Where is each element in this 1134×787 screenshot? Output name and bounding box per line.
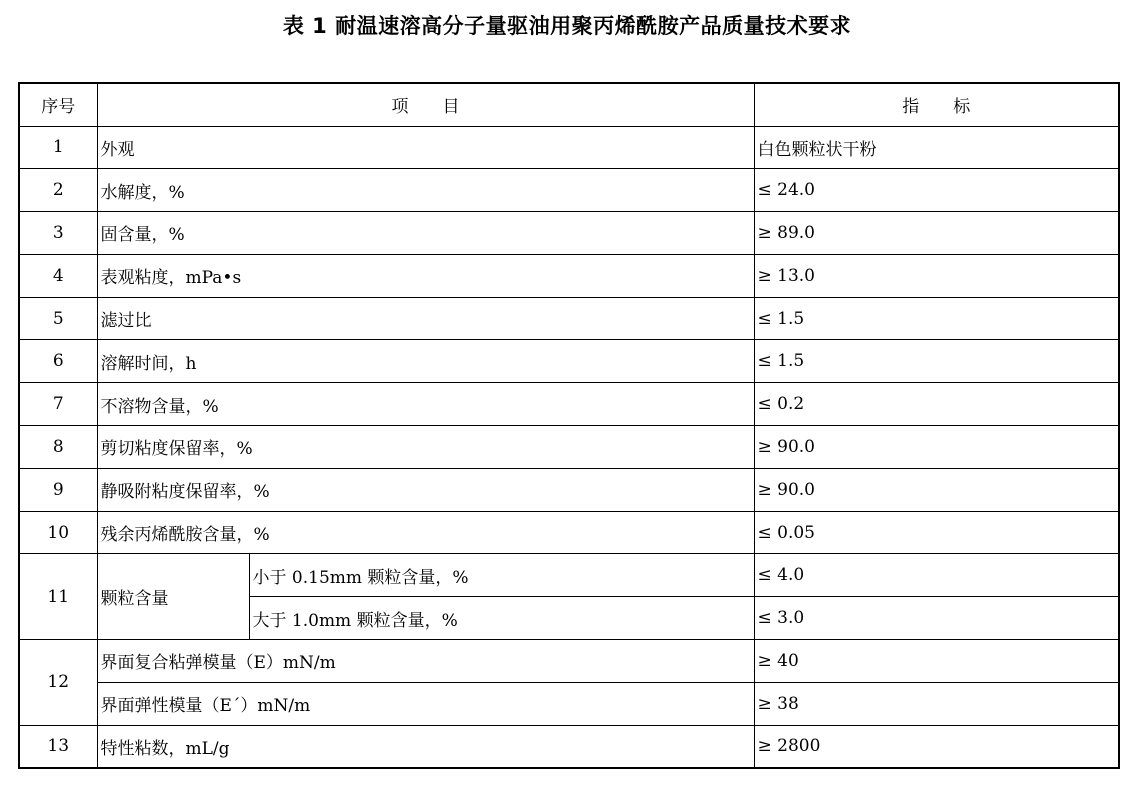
table-row: [19, 169, 1119, 212]
row-spec: ≥ 13.0: [754, 254, 1119, 297]
table-row: [19, 383, 1119, 426]
header-spec: 指 标: [754, 83, 1119, 126]
table-row: [19, 511, 1119, 554]
row-number: 7: [19, 383, 97, 426]
table-row: [19, 725, 1119, 768]
table-title: 表 1 耐温速溶高分子量驱油用聚丙烯酰胺产品质量技术要求: [282, 14, 852, 38]
row-item: 特性粘数，mL/g: [97, 725, 754, 768]
table-row: [19, 212, 1119, 255]
spec-table: [18, 82, 1120, 769]
row-item: 静吸附粘度保留率，%: [97, 468, 754, 511]
row-spec: ≤ 4.0: [754, 554, 1119, 597]
row-number: 9: [19, 468, 97, 511]
row-spec: ≥ 40: [754, 640, 1119, 683]
row-spec: ≤ 24.0: [754, 169, 1119, 212]
row-number: 6: [19, 340, 97, 383]
table-row: [19, 426, 1119, 469]
table-row: [19, 126, 1119, 169]
row-number: 8: [19, 426, 97, 469]
row-spec: ≤ 3.0: [754, 597, 1119, 640]
row-item: 表观粘度，mPa•s: [97, 254, 754, 297]
row-spec: ≤ 1.5: [754, 297, 1119, 340]
row-spec: ≥ 90.0: [754, 426, 1119, 469]
table-row: [19, 682, 1119, 725]
row-number: 4: [19, 254, 97, 297]
row-spec: ≥ 2800: [754, 725, 1119, 768]
row-number: 2: [19, 169, 97, 212]
row-group-label: 颗粒含量: [97, 554, 249, 640]
row-spec: ≤ 0.05: [754, 511, 1119, 554]
row-number: 10: [19, 511, 97, 554]
row-number: 1: [19, 126, 97, 169]
row-spec: ≤ 0.2: [754, 383, 1119, 426]
row-spec: ≥ 89.0: [754, 212, 1119, 255]
row-subitem: 小于 0.15mm 颗粒含量，%: [249, 554, 754, 597]
row-item: 界面复合粘弹模量（E）mN/m: [97, 640, 754, 683]
row-number: 11: [19, 554, 97, 640]
row-number: 3: [19, 212, 97, 255]
row-number: 12: [19, 640, 97, 726]
table-row: [19, 340, 1119, 383]
table-row: [19, 468, 1119, 511]
row-spec: ≤ 1.5: [754, 340, 1119, 383]
row-spec: 白色颗粒状干粉: [754, 126, 1119, 169]
table-row: [19, 254, 1119, 297]
row-spec: ≥ 90.0: [754, 468, 1119, 511]
table-row: [19, 554, 1119, 597]
row-item: 固含量，%: [97, 212, 754, 255]
table-row: [19, 297, 1119, 340]
row-number: 13: [19, 725, 97, 768]
row-item: 剪切粘度保留率，%: [97, 426, 754, 469]
row-subitem: 大于 1.0mm 颗粒含量，%: [249, 597, 754, 640]
header-item: 项 目: [97, 83, 754, 126]
row-number: 5: [19, 297, 97, 340]
row-item: 不溶物含量，%: [97, 383, 754, 426]
row-item: 滤过比: [97, 297, 754, 340]
row-item: 溶解时间，h: [97, 340, 754, 383]
row-item: 界面弹性模量（E´）mN/m: [97, 682, 754, 725]
row-item: 残余丙烯酰胺含量，%: [97, 511, 754, 554]
row-spec: ≥ 38: [754, 682, 1119, 725]
table-row: [19, 640, 1119, 683]
header-no: 序号: [19, 83, 97, 126]
row-item: 外观: [97, 126, 754, 169]
header-row: [19, 83, 1119, 126]
row-item: 水解度，%: [97, 169, 754, 212]
